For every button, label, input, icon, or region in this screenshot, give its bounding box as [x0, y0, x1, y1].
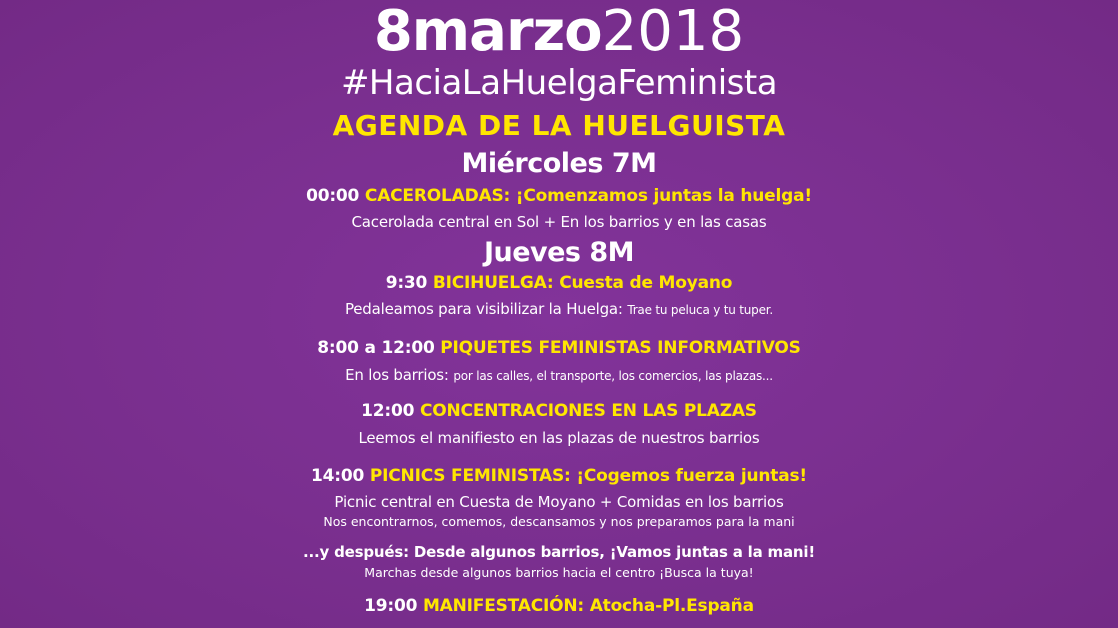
- event-time: 9:30: [385, 273, 428, 293]
- event-caceroladas: [0, 188, 1118, 205]
- title-date: 8marzo: [373, 0, 602, 64]
- event-piquetes: [0, 340, 1118, 357]
- event-bicihuelga: [0, 275, 1118, 292]
- event-description: Leemos el manifiesto en las plazas de nuestros barrios: [358, 429, 760, 447]
- event-description: [0, 368, 1118, 383]
- event-description: [0, 302, 1118, 317]
- event-name: CONCENTRACIONES EN LAS PLAZAS: [419, 401, 757, 421]
- event-description-main: Pedaleamos para visibilizar la Huelga:: [344, 300, 623, 318]
- event-time: 19:00: [364, 596, 418, 616]
- poster-title: [0, 0, 1118, 64]
- event-name: BICIHUELGA: Cuesta de Moyano: [432, 273, 733, 293]
- event-name: MANIFESTACIÓN: Atocha-Pl.España: [422, 596, 754, 616]
- event-after: ...y después: Desde algunos barrios, ¡Vamos juntas a la mani!: [303, 543, 815, 561]
- event-description-detail: Trae tu peluca y tu tuper.: [627, 303, 774, 317]
- event-time: 00:00: [306, 186, 360, 206]
- day-heading-thursday: Jueves 8M: [483, 237, 635, 268]
- event-time: 12:00: [361, 401, 415, 421]
- event-time: 8:00 a 12:00: [317, 338, 435, 358]
- hashtag: #HaciaLaHuelgaFeminista: [340, 63, 778, 103]
- title-year: 2018: [601, 0, 745, 64]
- day-heading-wednesday: Miércoles 7M: [461, 148, 657, 179]
- event-concentraciones: [0, 403, 1118, 420]
- event-subnote: Marchas desde algunos barrios hacia el centro ¡Busca la tuya!: [364, 565, 754, 580]
- event-time: 14:00: [311, 466, 365, 486]
- event-name: PICNICS FEMINISTAS: ¡Cogemos fuerza juntas!: [369, 466, 807, 486]
- event-description: Picnic central en Cuesta de Moyano + Comidas en los barrios: [334, 493, 784, 511]
- agenda-title: AGENDA DE LA HUELGUISTA: [332, 109, 786, 142]
- event-description-main: En los barrios:: [345, 366, 449, 384]
- event-manifestacion: [0, 598, 1118, 615]
- event-description: Cacerolada central en Sol + En los barrios y en las casas: [351, 213, 767, 231]
- event-subnote: Nos encontrarnos, comemos, descansamos y nos preparamos para la mani: [323, 514, 795, 529]
- event-description-detail: por las calles, el transporte, los comercios, las plazas...: [453, 369, 773, 383]
- event-name: PIQUETES FEMINISTAS INFORMATIVOS: [440, 338, 801, 358]
- event-name: CACEROLADAS: ¡Comenzamos juntas la huelga!: [364, 186, 812, 206]
- event-picnics: [0, 468, 1118, 485]
